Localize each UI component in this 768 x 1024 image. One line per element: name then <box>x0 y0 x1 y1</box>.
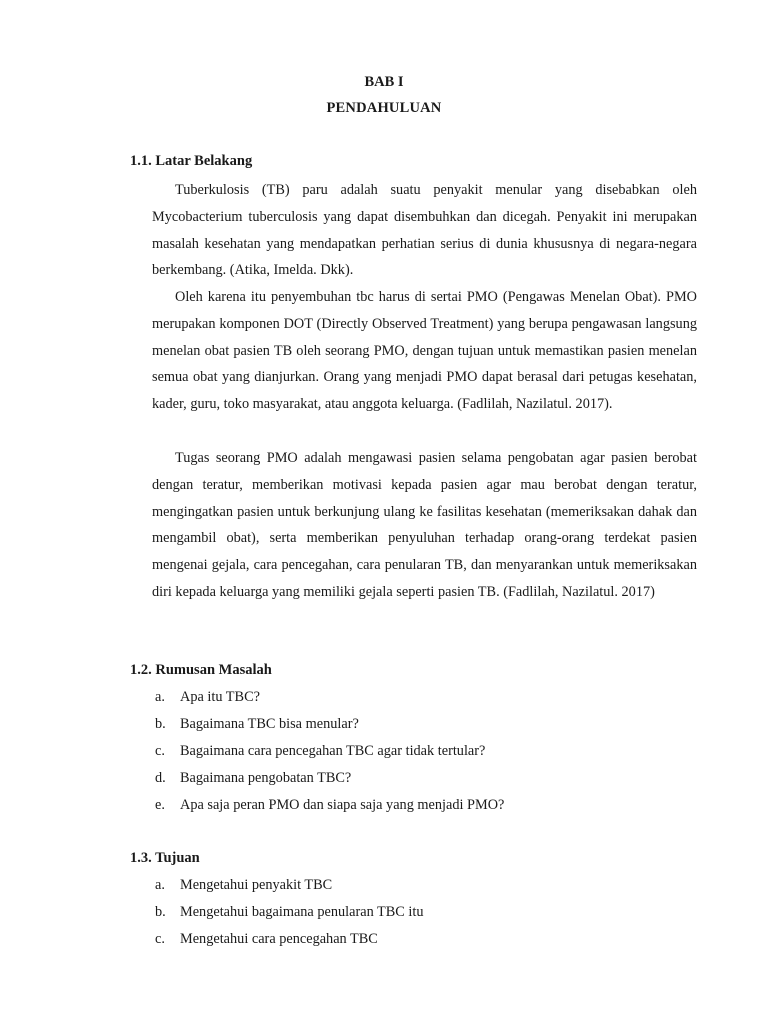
section-heading-rumusan-masalah: 1.2. Rumusan Masalah <box>130 662 272 678</box>
list-item <box>155 872 424 899</box>
list-item-text: Bagaimana cara pencegahan TBC agar tidak tertular? <box>180 743 486 759</box>
list-item <box>155 792 504 819</box>
list-item-text: Mengetahui cara pencegahan TBC <box>180 931 378 947</box>
list-marker: d. <box>155 770 166 786</box>
list-item-text: Apa saja peran PMO dan siapa saja yang menjadi PMO? <box>180 797 505 813</box>
list-marker: b. <box>155 716 166 732</box>
paragraph-pmo: Oleh karena itu penyembuhan tbc harus di sertai PMO (Pengawas Menelan Obat). PMO merupakan komponen DOT (Directly Observed Treatment) yang berupa pengawasan langsung menelan obat pasien TB oleh seorang PMO, dengan tujuan untuk memastikan pasien menelan semua obat yang dianjurkan. Orang yang menjadi PMO dapat berasal dari petugas kesehatan, kader, guru, toko masyarakat, atau anggota keluarga. (Fadlilah, Nazilatul. 2017). <box>152 289 697 413</box>
paragraph-tugas-pmo: Tugas seorang PMO adalah mengawasi pasien selama pengobatan agar pasien berobat dengan teratur, memberikan motivasi kepada pasien agar mau berobat dengan teratur, mengingatkan pasien untuk berkunjung ulang ke fasilitas kesehatan (memeriksakan dahak dan mengambil obat), serta memberikan penyuluhan terhadap orang-orang terdekat pasien mengenai gejala, cara pencegahan, cara penularan TB, dan menyarankan untuk memeriksakan diri kepada keluarga yang memiliki gejala seperti pasien TB. (Fadlilah, Nazilatul. 2017) <box>152 450 697 600</box>
list-item-text: Mengetahui penyakit TBC <box>180 877 333 893</box>
rumusan-masalah-list <box>155 684 504 819</box>
list-marker: b. <box>155 904 166 920</box>
list-item-text: Bagaimana TBC bisa menular? <box>180 716 359 732</box>
list-marker: c. <box>155 931 165 947</box>
list-item-text: Apa itu TBC? <box>180 689 260 705</box>
list-item <box>155 926 424 953</box>
paragraph-tuberkulosis: Tuberkulosis (TB) paru adalah suatu penyakit menular yang disebabkan oleh Mycobacterium tuberculosis yang dapat disembuhkan dan dicegah. Penyakit ini merupakan masalah kesehatan yang mendapatkan perhatian serius di dunia khususnya di negara-negara berkembang. (Atika, Imelda. Dkk). <box>152 182 697 279</box>
list-item <box>155 684 504 711</box>
section-heading-tujuan: 1.3. Tujuan <box>130 850 200 866</box>
list-item-text: Bagaimana pengobatan TBC? <box>180 770 352 786</box>
list-item <box>155 738 504 765</box>
list-item <box>155 899 424 926</box>
section-heading-latar-belakang: 1.1. Latar Belakang <box>130 153 253 169</box>
list-marker: e. <box>155 797 165 813</box>
tujuan-list <box>155 872 424 953</box>
list-marker: a. <box>155 877 165 893</box>
list-item <box>155 711 504 738</box>
list-item <box>155 765 504 792</box>
chapter-title: PENDAHULUAN <box>326 100 442 116</box>
list-marker: a. <box>155 689 165 705</box>
list-marker: c. <box>155 743 165 759</box>
chapter-label: BAB I <box>364 74 404 90</box>
list-item-text: Mengetahui bagaimana penularan TBC itu <box>180 904 424 920</box>
